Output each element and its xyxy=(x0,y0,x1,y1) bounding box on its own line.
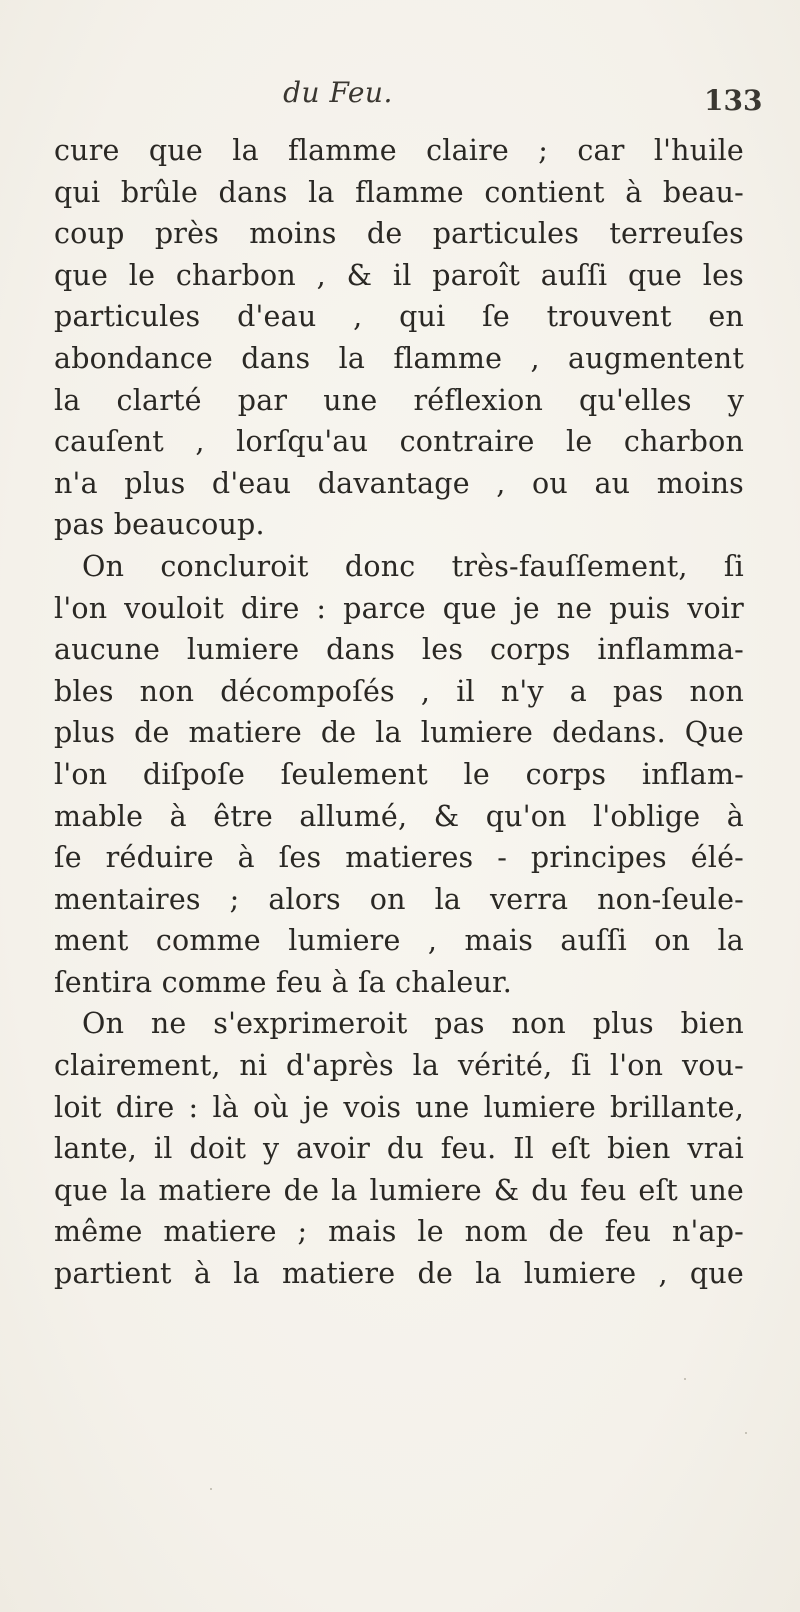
text-line: mable à être allumé, & qu'on l'oblige à xyxy=(54,799,744,833)
text-line: la clarté par une réflexion qu'elles y xyxy=(54,383,744,417)
body-text xyxy=(54,130,744,1295)
paragraph-start-line: On concluroit donc très-fauſſement, ſi xyxy=(82,549,744,583)
text-line: coup près moins de particules terreuſes xyxy=(54,217,744,251)
text-line: même matiere ; mais le nom de feu n'ap- xyxy=(54,1215,744,1249)
text-line: clairement, ni d'après la vérité, ſi l'on vou- xyxy=(54,1049,744,1083)
text-line: que le charbon , & il paroît auſſi que les xyxy=(54,258,744,292)
text-line: particules d'eau , qui ſe trouvent en xyxy=(54,300,744,334)
text-line: n'a plus d'eau davantage , ou au moins xyxy=(54,466,744,500)
text-line: plus de matiere de la lumiere dedans. Que xyxy=(54,716,744,750)
paper-speck xyxy=(745,1432,747,1434)
text-line: l'on diſpoſe ſeulement le corps inflam- xyxy=(54,757,744,791)
text-line: bles non décompoſés , il n'y a pas non xyxy=(54,674,744,708)
paragraph-start-line: On ne s'exprimeroit pas non plus bien xyxy=(82,1007,744,1041)
text-line: mentaires ; alors on la verra non-ſeule- xyxy=(54,882,744,916)
text-line: cure que la flamme claire ; car l'huile xyxy=(54,134,744,167)
running-title: du Feu. xyxy=(283,76,393,109)
text-line: ment comme lumiere , mais auſſi on la xyxy=(54,924,744,958)
paper-speck xyxy=(210,1488,212,1490)
paper-speck xyxy=(684,1378,686,1380)
text-line: partient à la matiere de la lumiere , que xyxy=(54,1257,744,1291)
text-line: ſentira comme feu à ſa chaleur. xyxy=(54,965,512,999)
text-line: l'on vouloit dire : parce que je ne puis voir xyxy=(54,591,744,625)
text-line: pas beaucoup. xyxy=(54,508,265,542)
text-line: aucune lumiere dans les corps inflamma- xyxy=(54,633,744,667)
text-line: abondance dans la flamme , augmentent xyxy=(54,341,744,375)
text-line: loit dire : là où je vois une lumiere brillante, xyxy=(54,1090,744,1124)
text-line: ſe réduire à ſes matieres - principes élé- xyxy=(54,841,744,875)
text-line: que la matiere de la lumiere & du feu eſt une xyxy=(54,1173,744,1207)
text-line: qui brûle dans la flamme contient à beau- xyxy=(54,175,744,209)
text-line: lante, il doit y avoir du feu. Il eſt bien vrai xyxy=(54,1132,744,1166)
text-line: cauſent , lorſqu'au contraire le charbon xyxy=(54,425,744,459)
page-number: 133 xyxy=(704,84,763,117)
